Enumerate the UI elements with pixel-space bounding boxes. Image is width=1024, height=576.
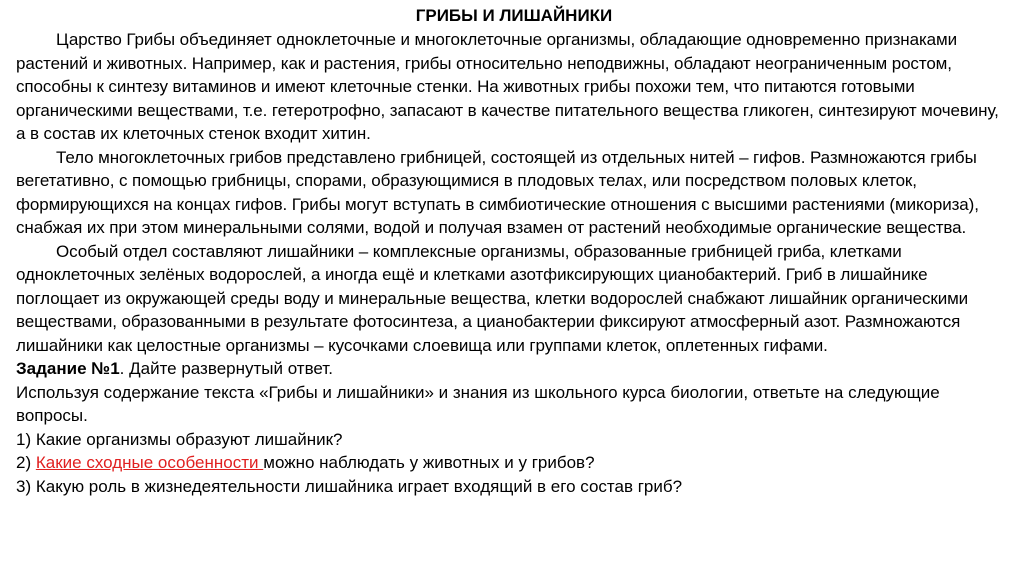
question-2-rest: можно наблюдать у животных и у грибов? <box>263 453 595 472</box>
question-1: 1) Какие организмы образуют лишайник? <box>16 429 343 449</box>
task-label: Задание №1 <box>16 359 120 378</box>
question-2-prefix: 2) <box>16 453 36 472</box>
question-3: 3) Какую роль в жизнедеятельности лишайника играет входящий в его состав гриб? <box>16 476 683 496</box>
question-2 <box>16 451 1012 475</box>
paragraph-lichens: Особый отдел составляют лишайники – комплексные организмы, образованные грибницей гриба, клетками одноклеточных зелёных водорослей, а иногда ещё и клетками азотфиксирующих цианобактерий. Гриб в лишайнике поглощает из окружающей среды воду и минеральные вещества, клетки водорослей снабжают лишайник органическими веществами, образованными в результате фотосинтеза, а цианобактерии фиксируют атмосферный азот. Размножаются лишайники как целостные организмы – кусочками слоевища или группами клеток, оплетенных гифами. <box>16 241 969 355</box>
paragraph-fungi-body: Тело многоклеточных грибов представлено грибницей, состоящей из отдельных нитей – гифов. Размножаются грибы вегетативно, с помощью грибницы, спорами, образующимися в плодовых телах, или посредством половых клеток, формирующихся на концах гифов. Грибы могут вступать в симбиотические отношения с высшими растениями (микориза), снабжая их при этом минеральными солями, водой и получая взамен от растений необходимые органические вещества. <box>16 147 979 237</box>
task-heading <box>16 357 1012 381</box>
paragraph-kingdom-fungi: Царство Грибы объединяет одноклеточные и многоклеточные организмы, обладающие одновременно признаками растений и животных. Например, как и растения, грибы относительно неподвижны, обладают неограниченным ростом, способны к синтезу витаминов и имеют клеточные стенки. На животных грибы похожи тем, что питаются готовыми органическими веществами, т.е. гетеротрофно, запасают в качестве питательного вещества гликоген, синтезируют мочевину, а в состав их клеточных стенок входит хитин. <box>16 30 999 143</box>
question-2-highlight-link[interactable]: Какие сходные особенности <box>35 453 264 472</box>
page-title: ГРИБЫ И ЛИШАЙНИКИ <box>415 6 613 25</box>
task-intro: Используя содержание текста «Грибы и лишайники» и знания из школьного курса биологии, ответьте на следующие вопросы. <box>16 382 940 425</box>
task-text: . Дайте развернутый ответ. <box>119 359 333 378</box>
